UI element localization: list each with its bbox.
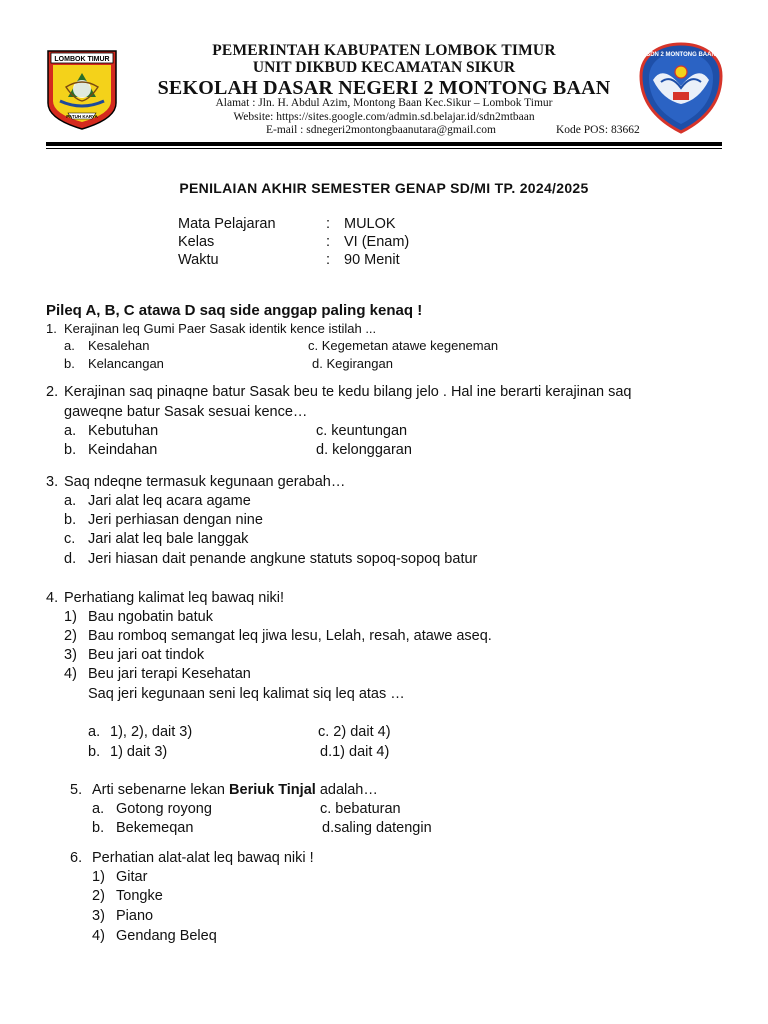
school-website: Website: https://sites.google.com/admin.sd.belajar.id/sdn2mtbaan (233, 111, 535, 123)
logo-left-bottom-text: PATUH KARYA (66, 114, 98, 119)
list-number: 1) (64, 609, 77, 625)
option-text: c. Kegemetan atawe kegeneman (308, 338, 499, 353)
info-label-subject: Mata Pelajaran (178, 216, 276, 232)
list-item: Gendang Beleq (116, 928, 217, 944)
header-divider-thick (46, 142, 722, 146)
school-email: E-mail : sdnegeri2montongbaanutara@gmail.com (266, 124, 496, 136)
list-number: 2) (92, 888, 105, 904)
question-text-pre: Arti sebenarne lekan (92, 782, 230, 798)
question-text: Saq ndeqne termasuk kegunaan gerabah… (64, 474, 346, 490)
option-text: d. Kegirangan (312, 356, 393, 371)
exam-title: PENILAIAN AKHIR SEMESTER GENAP SD/MI TP. 2024/2025 (179, 180, 589, 196)
list-item: Piano (116, 908, 154, 924)
option-text: Bekemeqan (116, 820, 194, 836)
list-number: 2) (64, 628, 77, 644)
option-letter: d. (64, 551, 77, 567)
school-name: SEKOLAH DASAR NEGERI 2 MONTONG BAAN (157, 77, 611, 99)
info-value-subject: MULOK (344, 216, 396, 232)
option-letter: b. (64, 356, 75, 371)
list-number: 3) (92, 908, 105, 924)
question-number: 5. (70, 782, 83, 798)
question-text: Kerajinan leq Gumi Paer Sasak identik kence istilah ... (64, 321, 377, 336)
option-letter: b. (88, 744, 101, 760)
info-value-class: VI (Enam) (344, 234, 410, 250)
list-item: Bau ngobatin batuk (88, 609, 213, 625)
option-text: Jari alat leq acara agame (88, 493, 251, 509)
option-text: Jeri perhiasan dengan nine (88, 512, 263, 528)
option-letter: c. (64, 531, 76, 547)
info-value-time: 90 Menit (344, 252, 400, 268)
option-text: d.1) dait 4) (320, 744, 390, 760)
option-text: c. 2) dait 4) (318, 724, 391, 740)
question-number: 6. (70, 850, 83, 866)
option-text: Jeri hiasan dait penande angkune statuts sopoq-sopoq batur (88, 551, 478, 567)
option-text: d.saling datengin (322, 820, 432, 836)
option-letter: a. (64, 423, 77, 439)
list-item: Gitar (116, 869, 148, 885)
question-number: 4. (46, 590, 59, 606)
question-number: 3. (46, 474, 59, 490)
question-text-cont: gaweqne batur Sasak sesuai kence… (64, 404, 308, 420)
option-letter: a. (88, 724, 101, 740)
option-text: Kesalehan (88, 338, 150, 353)
option-letter: b. (64, 442, 77, 458)
question-number: 1. (46, 321, 57, 336)
info-label-time: Waktu (178, 252, 219, 268)
option-text: Kelancangan (88, 356, 164, 371)
school-address: Alamat : Jln. H. Abdul Azim, Montong Baan Kec.Sikur – Lombok Timur (215, 97, 553, 109)
list-item: Beu jari terapi Kesehatan (88, 666, 251, 682)
header-line-2: UNIT DIKBUD KECAMATAN SIKUR (252, 59, 516, 76)
info-sep: : (326, 252, 331, 268)
option-letter: a. (64, 493, 77, 509)
list-item: Tongke (116, 888, 163, 904)
list-number: 1) (92, 869, 105, 885)
option-text: d. kelonggaran (316, 442, 412, 458)
question-number: 2. (46, 384, 59, 400)
question-text: Perhatiang kalimat leq bawaq niki! (64, 590, 285, 606)
option-letter: b. (64, 512, 77, 528)
list-number: 4) (92, 928, 105, 944)
option-letter: b. (92, 820, 105, 836)
option-text: c. bebaturan (320, 801, 401, 817)
list-item: Beu jari oat tindok (88, 647, 205, 663)
header-line-1: PEMERINTAH KABUPATEN LOMBOK TIMUR (212, 42, 556, 59)
info-sep: : (326, 216, 331, 232)
info-label-class: Kelas (178, 234, 215, 250)
question-text (92, 782, 378, 798)
logo-right-text: SDN 2 MONTONG BAAN (646, 52, 716, 58)
question-text: Perhatian alat-alat leq bawaq niki ! (92, 850, 314, 866)
option-text: 1) dait 3) (110, 744, 168, 760)
option-letter: a. (64, 338, 75, 353)
list-item: Bau romboq semangat leq jiwa lesu, Lelah, resah, atawe aseq. (88, 628, 492, 644)
instruction: Pileq A, B, C atawa D saq side anggap paling kenaq ! (46, 302, 423, 319)
option-text: Jari alat leq bale langgak (88, 531, 249, 547)
list-number: 4) (64, 666, 77, 682)
question-text-post: adalah… (315, 782, 378, 798)
option-letter: a. (92, 801, 105, 817)
postcode: Kode POS: 83662 (556, 124, 640, 136)
logo-left-top-text: LOMBOK TIMUR (54, 56, 110, 63)
info-sep: : (326, 234, 331, 250)
question-term: Beriuk Tinjal (229, 782, 316, 798)
question-prompt: Saq jeri kegunaan seni leq kalimat siq leq atas … (88, 686, 405, 702)
header-divider-thin (46, 148, 722, 149)
question-text: Kerajinan saq pinaqne batur Sasak beu te kedu bilang jelo . Hal ine berarti kerajinan saq (64, 384, 632, 400)
option-text: c. keuntungan (316, 423, 408, 439)
option-text: Gotong royong (116, 801, 212, 817)
list-number: 3) (64, 647, 77, 663)
option-text: Keindahan (88, 442, 158, 458)
option-text: 1), 2), dait 3) (110, 724, 193, 740)
option-text: Kebutuhan (88, 423, 159, 439)
